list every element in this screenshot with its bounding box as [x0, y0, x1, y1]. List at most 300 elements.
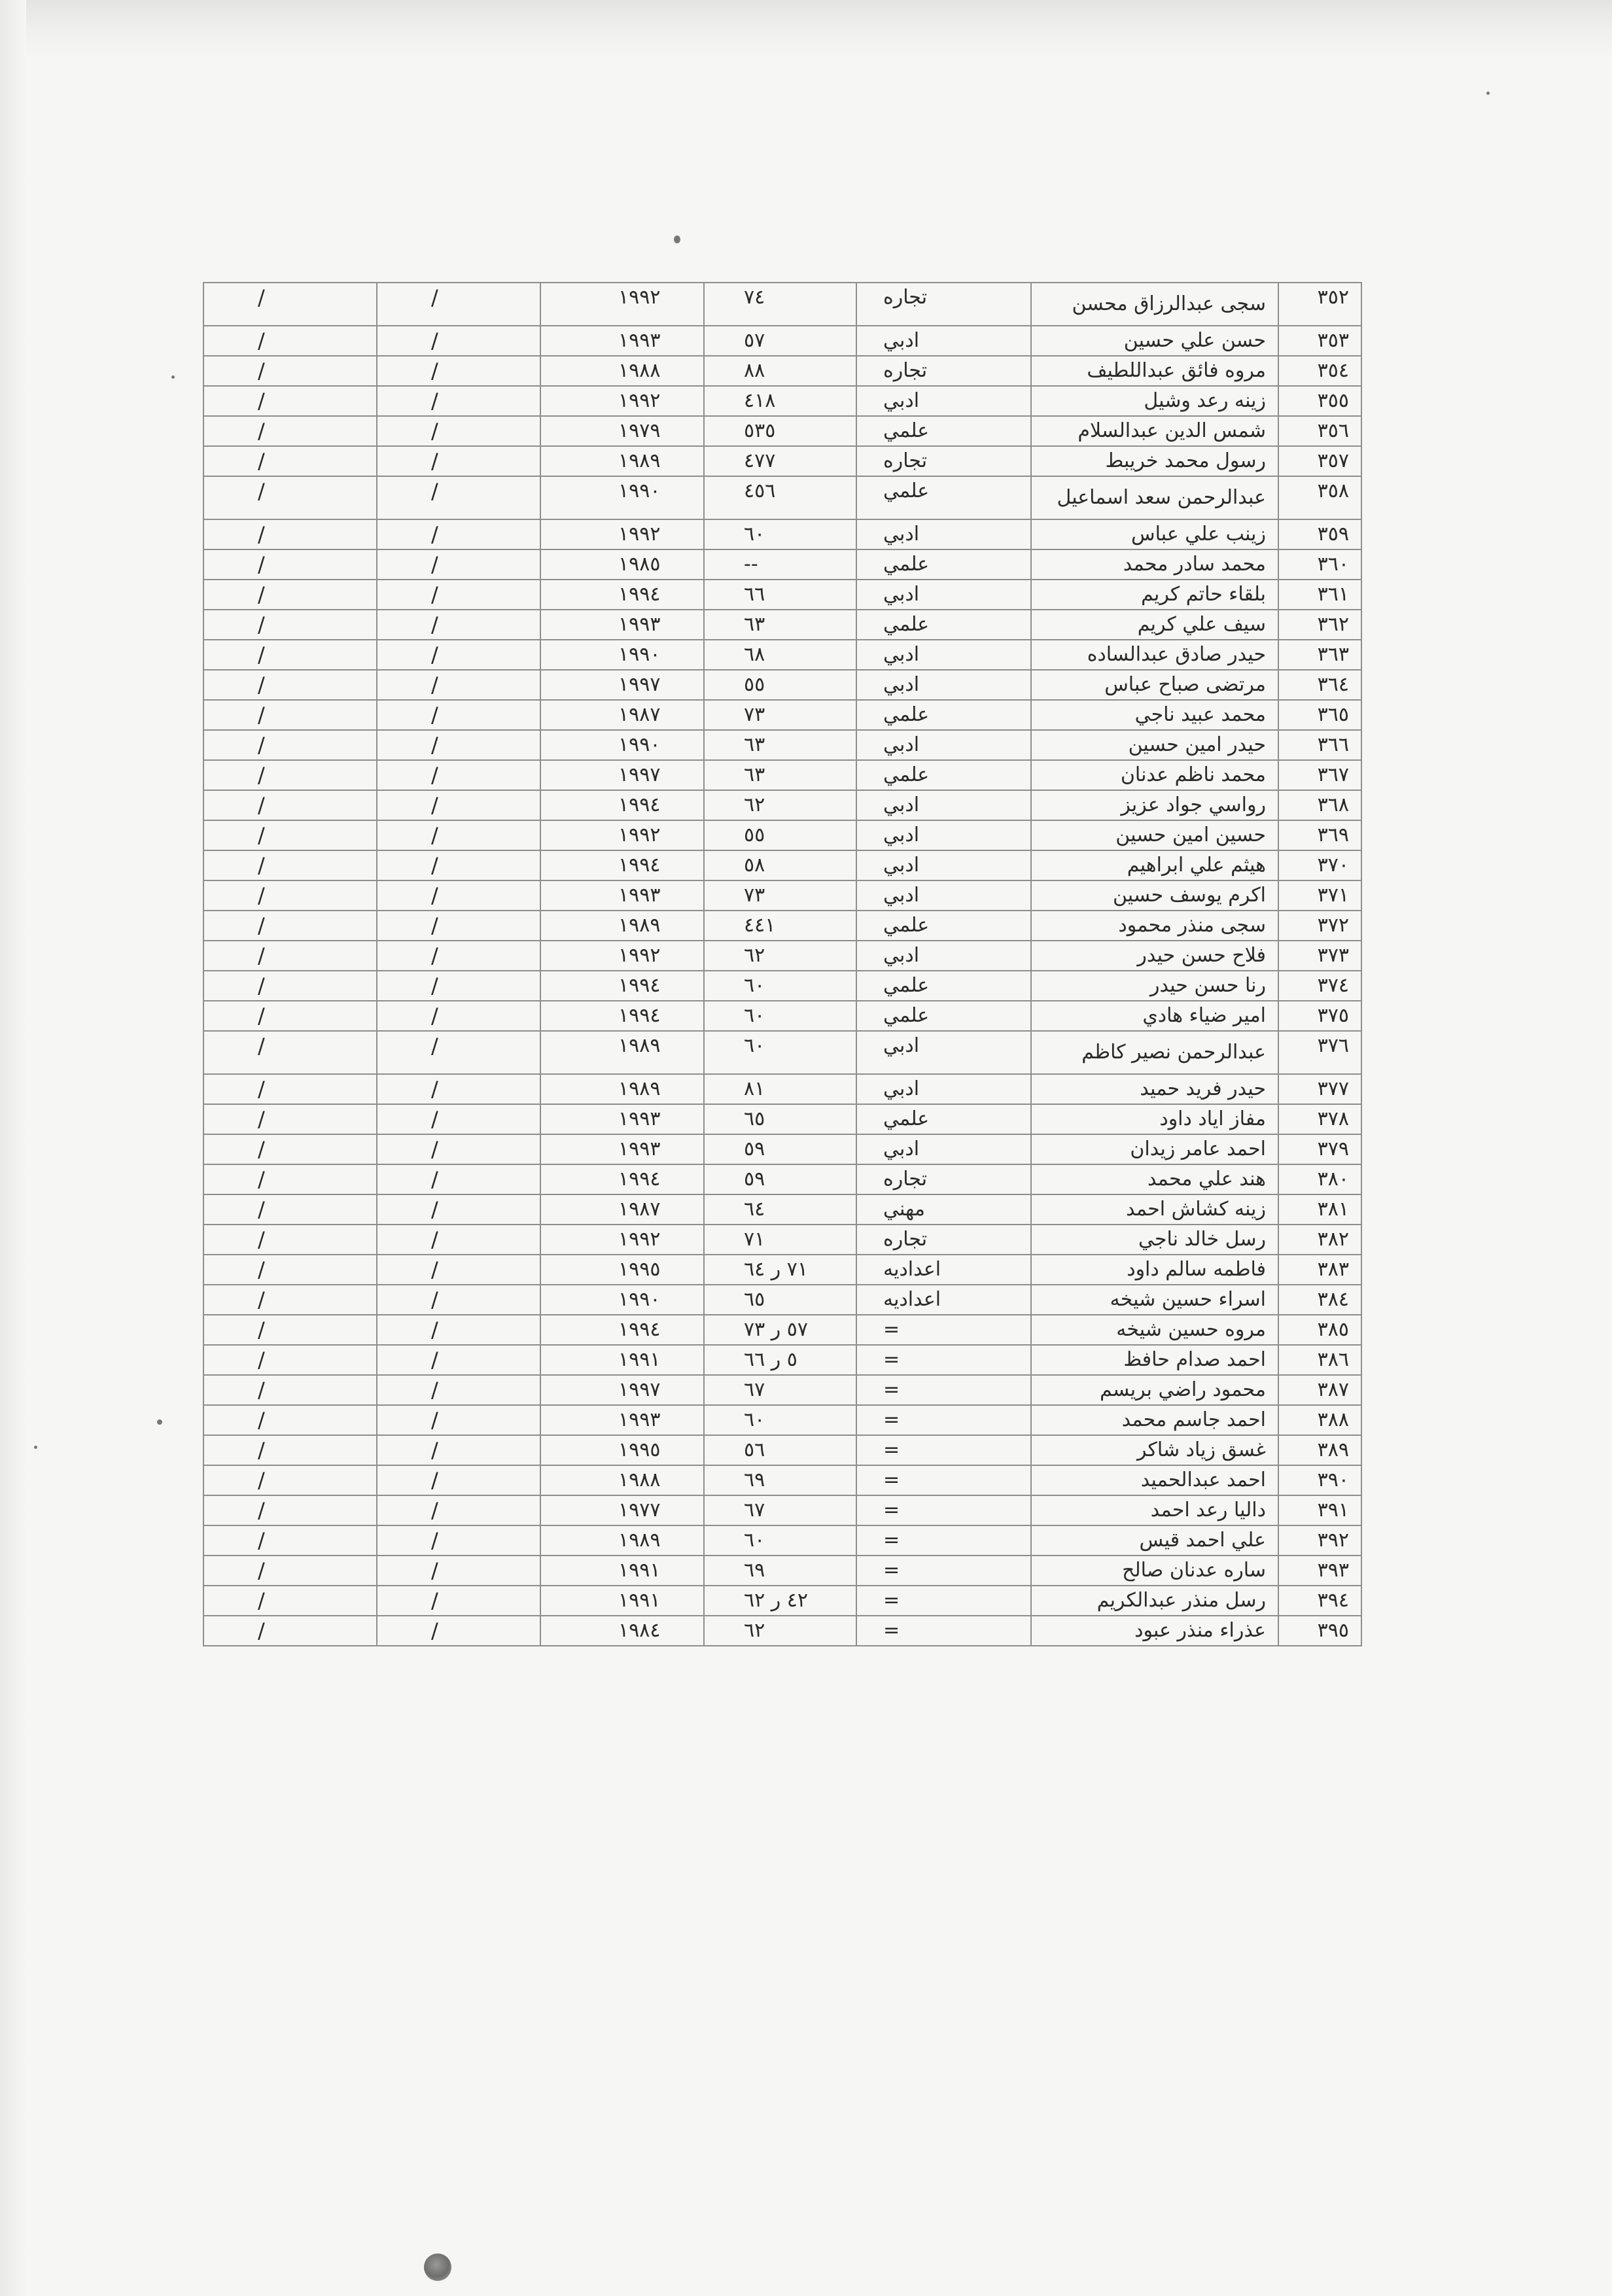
row-number: ٣٧٦: [1278, 1031, 1361, 1074]
check-mark: /: [377, 1104, 540, 1134]
graduation-year: ١٩٩٣: [540, 1104, 704, 1134]
score-value: ٦٠: [704, 1525, 856, 1556]
row-number: ٣٨١: [1278, 1194, 1361, 1225]
check-mark: /: [377, 911, 540, 941]
student-name: محمد سادر محمد: [1031, 549, 1278, 580]
study-branch: =: [856, 1556, 1031, 1586]
check-mark: /: [377, 760, 540, 790]
scan-edge-shadow: [0, 0, 1612, 59]
table-row: [203, 1435, 1361, 1465]
graduation-year: ١٩٨٩: [540, 446, 704, 476]
check-mark: /: [377, 1164, 540, 1194]
graduation-year: ١٩٩٢: [540, 941, 704, 971]
study-branch: ادبي: [856, 519, 1031, 549]
study-branch: تجاره: [856, 356, 1031, 386]
study-branch: علمي: [856, 549, 1031, 580]
table-row: [203, 790, 1361, 820]
graduation-year: ١٩٩١: [540, 1556, 704, 1586]
student-name: اكرم يوسف حسين: [1031, 880, 1278, 911]
table-row: [203, 283, 1361, 326]
row-number: ٣٧٤: [1278, 971, 1361, 1001]
graduation-year: ١٩٧٩: [540, 416, 704, 446]
check-mark: /: [377, 1616, 540, 1646]
check-mark: /: [203, 640, 377, 670]
table-row: [203, 1495, 1361, 1525]
student-name: سجى عبدالرزاق محسن: [1031, 283, 1278, 326]
table-row: [203, 580, 1361, 610]
study-branch: علمي: [856, 911, 1031, 941]
study-branch: علمي: [856, 1104, 1031, 1134]
row-number: ٣٦٧: [1278, 760, 1361, 790]
score-value: ٦٧: [704, 1495, 856, 1525]
student-name: مروه فائق عبداللطيف: [1031, 356, 1278, 386]
table-row: [203, 670, 1361, 700]
study-branch: ادبي: [856, 326, 1031, 356]
check-mark: /: [377, 1001, 540, 1031]
table-row: [203, 416, 1361, 446]
score-value: ٦٢: [704, 790, 856, 820]
row-number: ٣٩٤: [1278, 1586, 1361, 1616]
check-mark: /: [377, 610, 540, 640]
check-mark: /: [203, 580, 377, 610]
scan-edge-shadow-left: [0, 0, 26, 2296]
score-value: ٥ ر ٦٦: [704, 1345, 856, 1375]
check-mark: /: [203, 730, 377, 760]
graduation-year: ١٩٩٤: [540, 850, 704, 880]
row-number: ٣٨٥: [1278, 1315, 1361, 1345]
graduation-year: ١٩٨٧: [540, 1194, 704, 1225]
study-branch: ادبي: [856, 1031, 1031, 1074]
row-number: ٣٩٣: [1278, 1556, 1361, 1586]
graduation-year: ١٩٩٤: [540, 790, 704, 820]
table-row: [203, 1164, 1361, 1194]
row-number: ٣٩٠: [1278, 1465, 1361, 1495]
row-number: ٣٦٢: [1278, 610, 1361, 640]
study-branch: ادبي: [856, 640, 1031, 670]
check-mark: /: [203, 356, 377, 386]
table-row: [203, 1525, 1361, 1556]
graduation-year: ١٩٩٥: [540, 1435, 704, 1465]
study-branch: ادبي: [856, 730, 1031, 760]
table-row: [203, 446, 1361, 476]
study-branch: =: [856, 1465, 1031, 1495]
check-mark: /: [203, 446, 377, 476]
check-mark: /: [377, 386, 540, 416]
table-row: [203, 911, 1361, 941]
check-mark: /: [203, 1435, 377, 1465]
check-mark: /: [203, 700, 377, 730]
study-branch: علمي: [856, 971, 1031, 1001]
graduation-year: ١٩٩٤: [540, 1164, 704, 1194]
table-row: [203, 1616, 1361, 1646]
study-branch: =: [856, 1345, 1031, 1375]
student-name: احمد عامر زيدان: [1031, 1134, 1278, 1164]
graduation-year: ١٩٧٧: [540, 1495, 704, 1525]
score-value: ٨٨: [704, 356, 856, 386]
student-name: عبدالرحمن نصير كاظم: [1031, 1031, 1278, 1074]
score-value: ٧٣: [704, 880, 856, 911]
check-mark: /: [377, 820, 540, 850]
study-branch: علمي: [856, 416, 1031, 446]
student-name: محمد ناظم عدنان: [1031, 760, 1278, 790]
roster-body: [203, 283, 1361, 1646]
check-mark: /: [377, 283, 540, 326]
check-mark: /: [203, 610, 377, 640]
check-mark: /: [203, 1285, 377, 1315]
study-branch: ادبي: [856, 850, 1031, 880]
row-number: ٣٦٠: [1278, 549, 1361, 580]
check-mark: /: [377, 1255, 540, 1285]
study-branch: تجاره: [856, 1225, 1031, 1255]
row-number: ٣٩٢: [1278, 1525, 1361, 1556]
score-value: ٦٨: [704, 640, 856, 670]
scan-speck: [34, 1446, 37, 1449]
score-value: ٦٥: [704, 1104, 856, 1134]
check-mark: /: [377, 1586, 540, 1616]
score-value: ٤٥٦: [704, 476, 856, 519]
row-number: ٣٧٩: [1278, 1134, 1361, 1164]
check-mark: /: [203, 1375, 377, 1405]
row-number: ٣٥٧: [1278, 446, 1361, 476]
score-value: ٦٣: [704, 760, 856, 790]
score-value: ٥٩: [704, 1134, 856, 1164]
study-branch: =: [856, 1495, 1031, 1525]
check-mark: /: [203, 941, 377, 971]
student-name: فاطمه سالم داود: [1031, 1255, 1278, 1285]
check-mark: /: [377, 700, 540, 730]
check-mark: /: [377, 446, 540, 476]
score-value: ٧٤: [704, 283, 856, 326]
study-branch: =: [856, 1375, 1031, 1405]
study-branch: اعداديه: [856, 1255, 1031, 1285]
study-branch: ادبي: [856, 790, 1031, 820]
row-number: ٣٨٩: [1278, 1435, 1361, 1465]
graduation-year: ١٩٩٧: [540, 670, 704, 700]
score-value: ٦٠: [704, 971, 856, 1001]
row-number: ٣٧٨: [1278, 1104, 1361, 1134]
table-row: [203, 1001, 1361, 1031]
check-mark: /: [203, 1586, 377, 1616]
graduation-year: ١٩٩٣: [540, 880, 704, 911]
study-branch: ادبي: [856, 941, 1031, 971]
check-mark: /: [377, 850, 540, 880]
check-mark: /: [203, 760, 377, 790]
graduation-year: ١٩٩٣: [540, 326, 704, 356]
check-mark: /: [377, 1525, 540, 1556]
score-value: ٦٩: [704, 1465, 856, 1495]
score-value: ٦٠: [704, 1405, 856, 1435]
graduation-year: ١٩٩٢: [540, 283, 704, 326]
study-branch: ادبي: [856, 1134, 1031, 1164]
student-name: رسول محمد خريبط: [1031, 446, 1278, 476]
graduation-year: ١٩٩٢: [540, 820, 704, 850]
study-branch: =: [856, 1586, 1031, 1616]
student-name: زينه كشاش احمد: [1031, 1194, 1278, 1225]
student-name: احمد صدام حافظ: [1031, 1345, 1278, 1375]
row-number: ٣٧٢: [1278, 911, 1361, 941]
row-number: ٣٥٢: [1278, 283, 1361, 326]
graduation-year: ١٩٩٢: [540, 386, 704, 416]
table-row: [203, 1031, 1361, 1074]
check-mark: /: [203, 283, 377, 326]
graduation-year: ١٩٩٧: [540, 1375, 704, 1405]
check-mark: /: [203, 1134, 377, 1164]
row-number: ٣٨٨: [1278, 1405, 1361, 1435]
score-value: ٦٠: [704, 519, 856, 549]
check-mark: /: [203, 519, 377, 549]
row-number: ٣٦٦: [1278, 730, 1361, 760]
score-value: ٤٤١: [704, 911, 856, 941]
score-value: ٧١ ر ٦٤: [704, 1255, 856, 1285]
check-mark: /: [203, 1255, 377, 1285]
table-row: [203, 476, 1361, 519]
table-row: [203, 1556, 1361, 1586]
student-name: محمد عبيد ناجي: [1031, 700, 1278, 730]
check-mark: /: [203, 416, 377, 446]
study-branch: علمي: [856, 700, 1031, 730]
row-number: ٣٦١: [1278, 580, 1361, 610]
graduation-year: ١٩٩٤: [540, 1001, 704, 1031]
table-row: [203, 880, 1361, 911]
student-name: زينه رعد وشيل: [1031, 386, 1278, 416]
check-mark: /: [377, 1194, 540, 1225]
table-row: [203, 326, 1361, 356]
study-branch: تجاره: [856, 446, 1031, 476]
study-branch: ادبي: [856, 580, 1031, 610]
graduation-year: ١٩٩٠: [540, 640, 704, 670]
student-name: شمس الدين عبدالسلام: [1031, 416, 1278, 446]
study-branch: علمي: [856, 610, 1031, 640]
study-branch: علمي: [856, 760, 1031, 790]
check-mark: /: [203, 790, 377, 820]
graduation-year: ١٩٩٤: [540, 971, 704, 1001]
table-row: [203, 519, 1361, 549]
graduation-year: ١٩٩٣: [540, 610, 704, 640]
row-number: ٣٨٠: [1278, 1164, 1361, 1194]
student-name: مفاز اياد داود: [1031, 1104, 1278, 1134]
score-value: ٦٣: [704, 610, 856, 640]
student-name: غسق زياد شاكر: [1031, 1435, 1278, 1465]
scan-speck: [157, 1419, 162, 1425]
score-value: ٤١٨: [704, 386, 856, 416]
check-mark: /: [203, 1164, 377, 1194]
row-number: ٣٦٨: [1278, 790, 1361, 820]
row-number: ٣٧٧: [1278, 1074, 1361, 1104]
study-branch: =: [856, 1435, 1031, 1465]
graduation-year: ١٩٨٩: [540, 911, 704, 941]
row-number: ٣٥٩: [1278, 519, 1361, 549]
student-name: سيف علي كريم: [1031, 610, 1278, 640]
row-number: ٣٨٤: [1278, 1285, 1361, 1315]
check-mark: /: [203, 820, 377, 850]
scan-speck: [1486, 92, 1490, 95]
table-row: [203, 941, 1361, 971]
check-mark: /: [203, 1525, 377, 1556]
study-branch: =: [856, 1616, 1031, 1646]
row-number: ٣٦٣: [1278, 640, 1361, 670]
student-name: اسراء حسين شيخه: [1031, 1285, 1278, 1315]
check-mark: /: [377, 1225, 540, 1255]
graduation-year: ١٩٩٥: [540, 1255, 704, 1285]
check-mark: /: [203, 911, 377, 941]
check-mark: /: [377, 326, 540, 356]
score-value: ٤٧٧: [704, 446, 856, 476]
graduation-year: ١٩٩٢: [540, 1225, 704, 1255]
score-value: ٦٥: [704, 1285, 856, 1315]
student-name: احمد عبدالحميد: [1031, 1465, 1278, 1495]
table-row: [203, 549, 1361, 580]
student-name: حسين امين حسين: [1031, 820, 1278, 850]
row-number: ٣٥٤: [1278, 356, 1361, 386]
score-value: ٥٩: [704, 1164, 856, 1194]
student-name: رنا حسن حيدر: [1031, 971, 1278, 1001]
student-name: عبدالرحمن سعد اسماعيل: [1031, 476, 1278, 519]
check-mark: /: [203, 549, 377, 580]
row-number: ٣٥٦: [1278, 416, 1361, 446]
check-mark: /: [377, 1315, 540, 1345]
graduation-year: ١٩٩٧: [540, 760, 704, 790]
score-value: ٧٣: [704, 700, 856, 730]
study-branch: ادبي: [856, 820, 1031, 850]
table-row: [203, 760, 1361, 790]
score-value: ٦٦: [704, 580, 856, 610]
check-mark: /: [377, 580, 540, 610]
row-number: ٣٥٥: [1278, 386, 1361, 416]
check-mark: /: [377, 1345, 540, 1375]
table-row: [203, 1104, 1361, 1134]
study-branch: علمي: [856, 476, 1031, 519]
student-name: رواسي جواد عزيز: [1031, 790, 1278, 820]
graduation-year: ١٩٨٩: [540, 1525, 704, 1556]
table-row: [203, 1465, 1361, 1495]
score-value: ٧١: [704, 1225, 856, 1255]
table-row: [203, 850, 1361, 880]
check-mark: /: [203, 1194, 377, 1225]
student-name: حيدر امين حسين: [1031, 730, 1278, 760]
check-mark: /: [203, 1556, 377, 1586]
check-mark: /: [203, 1315, 377, 1345]
study-branch: ادبي: [856, 880, 1031, 911]
score-value: ٦٧: [704, 1375, 856, 1405]
scan-speck: [171, 375, 175, 379]
table-row: [203, 971, 1361, 1001]
graduation-year: ١٩٩٢: [540, 519, 704, 549]
check-mark: /: [203, 476, 377, 519]
check-mark: /: [203, 1031, 377, 1074]
check-mark: /: [377, 1435, 540, 1465]
row-number: ٣٥٨: [1278, 476, 1361, 519]
score-value: ٦٣: [704, 730, 856, 760]
check-mark: /: [377, 880, 540, 911]
check-mark: /: [377, 1495, 540, 1525]
student-name: هند علي محمد: [1031, 1164, 1278, 1194]
table-row: [203, 700, 1361, 730]
check-mark: /: [203, 326, 377, 356]
score-value: --: [704, 549, 856, 580]
row-number: ٣٦٤: [1278, 670, 1361, 700]
score-value: ٥٥: [704, 670, 856, 700]
check-mark: /: [203, 1074, 377, 1104]
row-number: ٣٧٣: [1278, 941, 1361, 971]
graduation-year: ١٩٨٨: [540, 356, 704, 386]
graduation-year: ١٩٨٩: [540, 1074, 704, 1104]
row-number: ٣٩٥: [1278, 1616, 1361, 1646]
check-mark: /: [377, 971, 540, 1001]
score-value: ٥٣٥: [704, 416, 856, 446]
student-name: داليا رعد احمد: [1031, 1495, 1278, 1525]
student-name: حيدر صادق عبدالساده: [1031, 640, 1278, 670]
table-row: [203, 386, 1361, 416]
score-value: ٥٧: [704, 326, 856, 356]
study-branch: اعداديه: [856, 1285, 1031, 1315]
check-mark: /: [377, 356, 540, 386]
score-value: ٤٢ ر ٦٢: [704, 1586, 856, 1616]
table-row: [203, 1285, 1361, 1315]
student-name: رسل خالد ناجي: [1031, 1225, 1278, 1255]
check-mark: /: [377, 476, 540, 519]
check-mark: /: [203, 1345, 377, 1375]
graduation-year: ١٩٨٩: [540, 1031, 704, 1074]
check-mark: /: [203, 670, 377, 700]
student-name: حيدر فريد حميد: [1031, 1074, 1278, 1104]
punch-hole: [424, 2253, 451, 2281]
study-branch: تجاره: [856, 1164, 1031, 1194]
study-branch: =: [856, 1315, 1031, 1345]
table-row: [203, 1255, 1361, 1285]
check-mark: /: [377, 1285, 540, 1315]
table-row: [203, 1375, 1361, 1405]
table-row: [203, 820, 1361, 850]
check-mark: /: [377, 1031, 540, 1074]
row-number: ٣٨٧: [1278, 1375, 1361, 1405]
study-branch: =: [856, 1525, 1031, 1556]
study-branch: =: [856, 1405, 1031, 1435]
check-mark: /: [377, 549, 540, 580]
check-mark: /: [377, 670, 540, 700]
study-branch: ادبي: [856, 670, 1031, 700]
check-mark: /: [377, 1465, 540, 1495]
check-mark: /: [377, 1134, 540, 1164]
check-mark: /: [203, 1104, 377, 1134]
score-value: ٥٨: [704, 850, 856, 880]
student-name: فلاح حسن حيدر: [1031, 941, 1278, 971]
graduation-year: ١٩٩٣: [540, 1134, 704, 1164]
check-mark: /: [377, 1375, 540, 1405]
student-name: حسن علي حسين: [1031, 326, 1278, 356]
row-number: ٣٨٢: [1278, 1225, 1361, 1255]
row-number: ٣٨٦: [1278, 1345, 1361, 1375]
student-name: رسل منذر عبدالكريم: [1031, 1586, 1278, 1616]
score-value: ٦٤: [704, 1194, 856, 1225]
study-branch: علمي: [856, 1001, 1031, 1031]
score-value: ٦٢: [704, 1616, 856, 1646]
check-mark: /: [377, 1556, 540, 1586]
check-mark: /: [377, 1405, 540, 1435]
graduation-year: ١٩٩٠: [540, 1285, 704, 1315]
score-value: ٦٢: [704, 941, 856, 971]
row-number: ٣٧٥: [1278, 1001, 1361, 1031]
score-value: ٦٩: [704, 1556, 856, 1586]
student-name: عذراء منذر عبود: [1031, 1616, 1278, 1646]
check-mark: /: [377, 941, 540, 971]
student-name: علي احمد قيس: [1031, 1525, 1278, 1556]
table-row: [203, 1345, 1361, 1375]
table-row: [203, 1315, 1361, 1345]
table-row: [203, 1194, 1361, 1225]
student-name: بلقاء حاتم كريم: [1031, 580, 1278, 610]
row-number: ٣٨٣: [1278, 1255, 1361, 1285]
score-value: ٦٠: [704, 1001, 856, 1031]
